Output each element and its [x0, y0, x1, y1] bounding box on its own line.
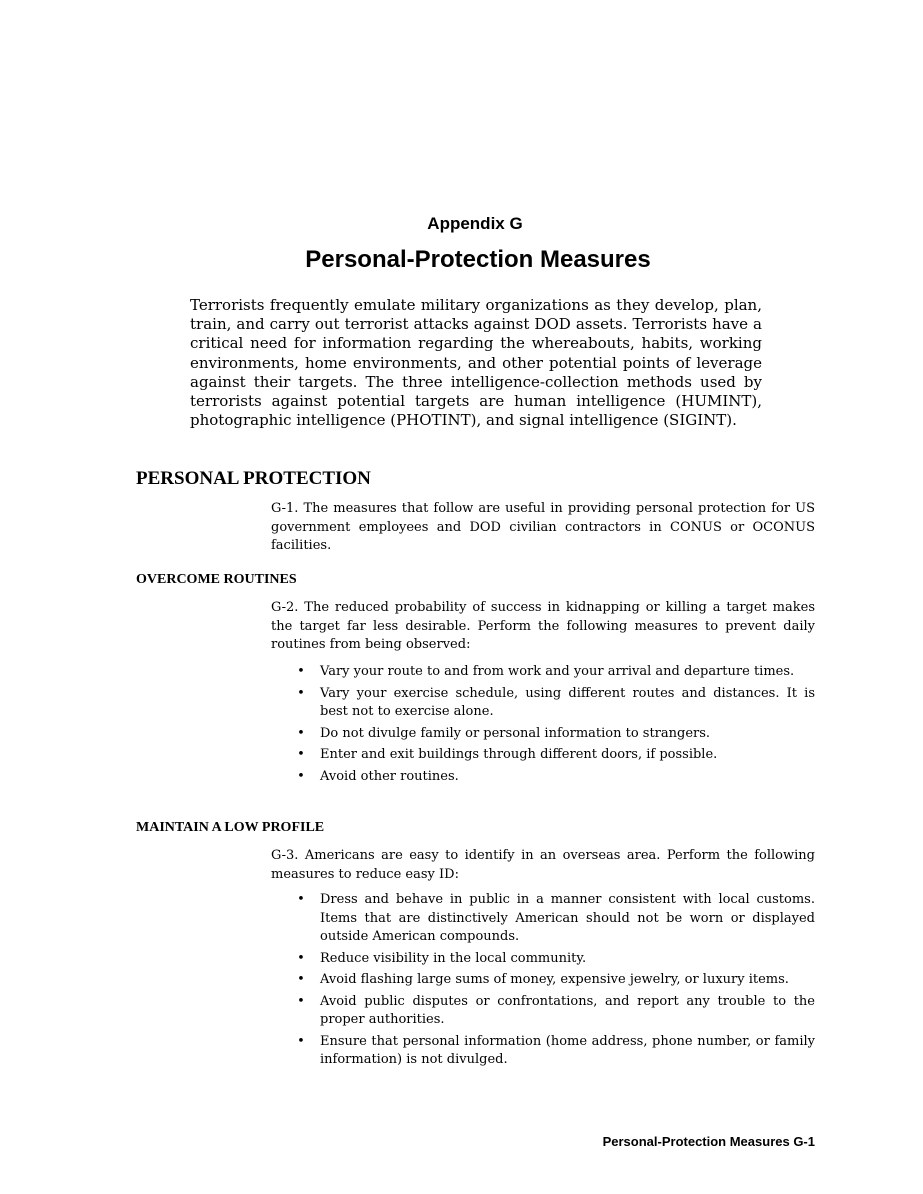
bullet-icon: •: [297, 892, 305, 907]
list-item-text: Enter and exit buildings through different doors, if possible.: [320, 747, 718, 762]
appendix-label: Appendix G: [427, 214, 523, 233]
list-item: [296, 768, 815, 787]
bullet-icon: •: [297, 664, 305, 679]
list-item: [296, 971, 815, 990]
list-item-text: Do not divulge family or personal information to strangers.: [320, 725, 711, 741]
list-item-text: Ensure that personal information (home address, phone number, or family information) is not divulged.: [320, 1033, 815, 1067]
list-item-text: Dress and behave in public in a manner consistent with local customs. Items that are distinctively American should not be worn or displayed outside American compounds.: [320, 892, 815, 944]
list-item: [296, 685, 815, 722]
list-item: [296, 725, 815, 744]
list-item: [296, 663, 815, 682]
bullet-icon: •: [297, 950, 305, 966]
bullet-list-low-profile: [296, 891, 815, 1073]
intro-paragraph: Terrorists frequently emulate military organizations as they develop, plan, train, and carry out terrorist attacks against DOD assets. Terrorists have a critical need for information regarding the whereabouts, habits, working environments, home environments, and other potential points of leverage against their targets. The three intelligence-collection methods used by terrorists against potential targets are human intelligence (HUMINT), photographic intelligence (PHOTINT), and signal intelligence (SIGINT).: [190, 296, 762, 430]
bullet-icon: •: [297, 747, 305, 762]
bullet-icon: •: [297, 972, 305, 987]
list-item: [296, 746, 815, 765]
paragraph-g1: G-1. The measures that follow are useful in providing personal protection for US government employees and DOD civilian contractors in CONUS or OCONUS facilities.: [271, 501, 815, 553]
bullet-icon: •: [297, 1033, 305, 1049]
list-item-text: Avoid other routines.: [320, 768, 459, 784]
list-item: [296, 950, 815, 969]
list-item: [296, 891, 815, 947]
list-item-text: Vary your route to and from work and your arrival and departure times.: [320, 664, 795, 679]
list-item: [296, 993, 815, 1030]
bullet-icon: •: [297, 993, 305, 1009]
bullet-list-overcome-routines: [296, 663, 815, 789]
page-title: Personal-Protection Measures: [305, 246, 651, 273]
list-item-text: Avoid public disputes or confrontations, and report any trouble to the proper authorities.: [320, 993, 815, 1027]
bullet-icon: •: [297, 685, 305, 701]
bullet-icon: •: [297, 768, 305, 784]
subheading-overcome-routines: OVERCOME ROUTINES: [136, 572, 297, 587]
subheading-maintain-low-profile: MAINTAIN A LOW PROFILE: [136, 820, 325, 835]
list-item-text: Reduce visibility in the local community.: [320, 950, 587, 966]
page-footer: Personal-Protection Measures G-1: [602, 1134, 815, 1149]
list-item: [296, 1033, 815, 1070]
list-item-text: Avoid flashing large sums of money, expensive jewelry, or luxury items.: [320, 972, 789, 987]
list-item-text: Vary your exercise schedule, using different routes and distances. It is best not to exercise alone.: [320, 685, 815, 719]
section-heading-personal-protection: PERSONAL PROTECTION: [136, 468, 371, 489]
paragraph-g2: G-2. The reduced probability of success in kidnapping or killing a target makes the target far less desirable. Perform the following measures to prevent daily routines from being observed:: [271, 600, 815, 652]
bullet-icon: •: [297, 725, 305, 741]
paragraph-g3: G-3. Americans are easy to identify in an overseas area. Perform the following measures to reduce easy ID:: [271, 848, 815, 882]
